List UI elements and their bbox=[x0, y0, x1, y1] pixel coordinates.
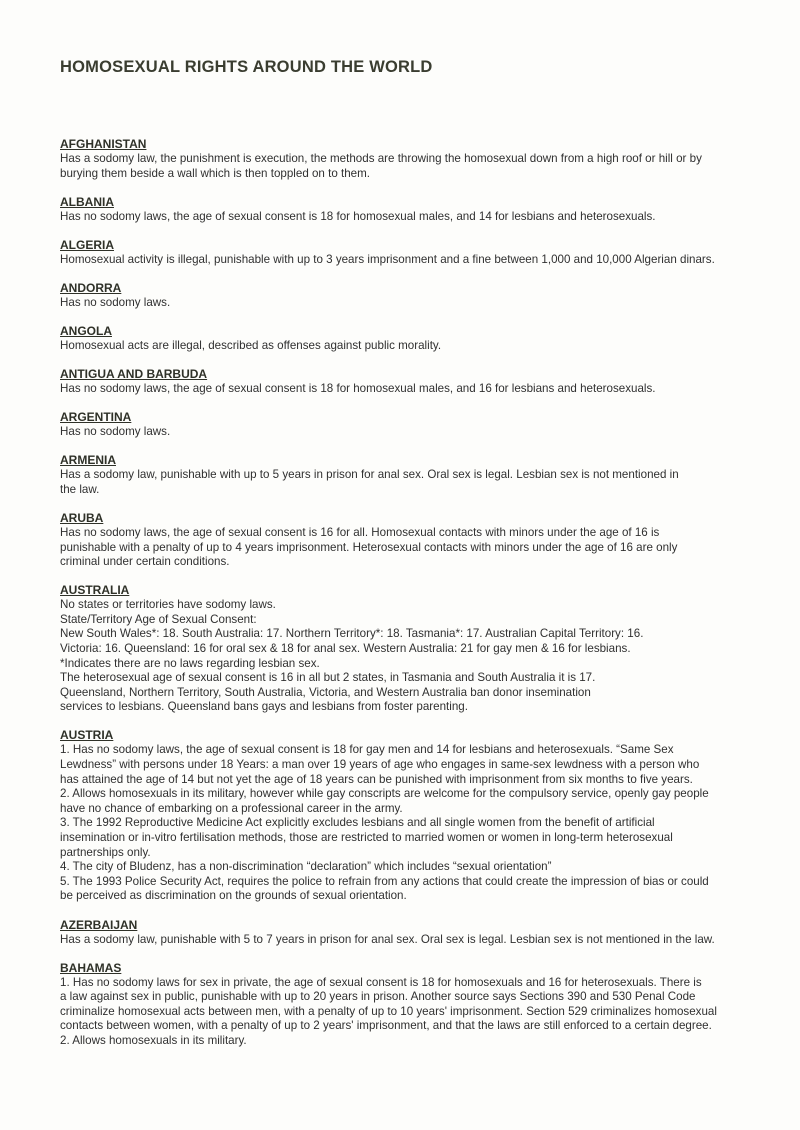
country-heading: ALBANIA bbox=[60, 194, 114, 209]
entry-text-line: Has no sodomy laws. bbox=[60, 425, 171, 439]
entry-text-line: *Indicates there are no laws regarding lesbian sex. bbox=[60, 656, 320, 670]
country-entry bbox=[60, 195, 750, 225]
country-entry bbox=[60, 137, 750, 181]
entry-text-line: Has a sodomy law, punishable with up to 5 years in prison for anal sex. Oral sex is legal. Lesbian sex is not mentioned in bbox=[60, 468, 679, 482]
entry-text-line: a law against sex in public, punishable with up to 20 years in prison. Another source says Sections 390 and 530 Penal Code bbox=[60, 990, 696, 1004]
country-heading: ANDORRA bbox=[60, 280, 122, 295]
entry-text-line: insemination or in-vitro fertilisation methods, those are restricted to married women or women in long-term heterosexual bbox=[60, 831, 673, 845]
country-entry bbox=[60, 324, 750, 354]
entry-text-line: No states or territories have sodomy laws. bbox=[60, 598, 276, 612]
entry-text-line: punishable with a penalty of up to 4 years imprisonment. Heterosexual contacts with minors under the age of 16 are only bbox=[60, 540, 678, 554]
entry-text-line: 1. Has no sodomy laws, the age of sexual consent is 18 for gay men and 14 for lesbians and heterosexuals. “Same Sex bbox=[60, 743, 674, 757]
entry-text-line: Has no sodomy laws, the age of sexual consent is 18 for homosexual males, and 16 for lesbians and heterosexuals. bbox=[60, 382, 656, 396]
country-entry bbox=[60, 453, 750, 497]
country-entry bbox=[60, 281, 750, 311]
country-heading: AFGHANISTAN bbox=[60, 137, 147, 151]
entry-text-line: 1. Has no sodomy laws for sex in private, the age of sexual consent is 18 for homosexuals and 16 for heterosexuals. There is bbox=[60, 975, 702, 989]
entry-text-line: 2. Allows homosexuals in its military. bbox=[60, 1033, 247, 1047]
country-entry bbox=[60, 583, 750, 715]
country-heading: AZERBAIJAN bbox=[60, 917, 138, 932]
country-entry bbox=[60, 961, 750, 1049]
entry-text-line: Homosexual acts are illegal, described as offenses against public morality. bbox=[60, 338, 442, 352]
entry-text-line: 4. The city of Bludenz, has a non-discrimination “declaration” which includes “sexual orientation” bbox=[60, 860, 552, 874]
country-heading: BAHAMAS bbox=[60, 960, 122, 975]
entry-text-line: has attained the age of 14 but not yet the age of 18 years can be punished with imprisonment from six months to five years. bbox=[60, 772, 693, 786]
entry-text-line: The heterosexual age of sexual consent is 16 in all but 2 states, in Tasmania and South Australia it is 17. bbox=[60, 671, 596, 685]
entry-text-line: Has no sodomy laws. bbox=[60, 295, 171, 309]
country-entries bbox=[60, 137, 750, 1062]
country-entry bbox=[60, 410, 750, 440]
entry-text-line: Victoria: 16. Queensland: 16 for oral sex & 18 for anal sex. Western Australia: 21 for gay men & 16 for lesbians. bbox=[60, 642, 631, 655]
entry-text-line: Has no sodomy laws, the age of sexual consent is 18 for homosexual males, and 14 for lesbians and heterosexuals. bbox=[60, 209, 656, 223]
entry-text-line: partnerships only. bbox=[60, 845, 151, 859]
country-heading: ANGOLA bbox=[60, 323, 112, 338]
entry-text-line: 5. The 1993 Police Security Act, requires the police to refrain from any actions that could create the impression of bias or could bbox=[60, 874, 709, 888]
entry-text-line: burying them beside a wall which is then toppled on to them. bbox=[60, 166, 370, 180]
entry-text-line: the law. bbox=[60, 482, 100, 496]
country-heading: ARUBA bbox=[60, 510, 104, 525]
country-heading: ARGENTINA bbox=[60, 410, 132, 425]
country-entry bbox=[60, 511, 750, 570]
entry-text-line: criminal under certain conditions. bbox=[60, 555, 230, 569]
entry-text-line: 2. Allows homosexuals in its military, however while gay conscripts are welcome for the compulsory service, openly gay people bbox=[60, 787, 709, 801]
country-entry bbox=[60, 367, 750, 397]
country-heading: AUSTRALIA bbox=[60, 583, 130, 598]
entry-text-line: contacts between women, with a penalty of up to 2 years' imprisonment, and that the laws are still enforced to a certain degree. bbox=[60, 1019, 712, 1033]
entry-text-line: have no chance of embarking on a professional career in the army. bbox=[60, 801, 403, 815]
entry-text-line: be perceived as discrimination on the grounds of sexual orientation. bbox=[60, 889, 407, 903]
entry-text-line: State/Territory Age of Sexual Consent: bbox=[60, 612, 257, 626]
entry-text-line: Queensland, Northern Territory, South Australia, Victoria, and Western Australia ban donor insemination bbox=[60, 685, 591, 699]
country-heading: AUSTRIA bbox=[60, 728, 114, 743]
entry-text-line: Homosexual activity is illegal, punishable with up to 3 years imprisonment and a fine between 1,000 and 10,000 Algerian dinars. bbox=[60, 252, 715, 266]
country-entry bbox=[60, 918, 750, 948]
country-heading: ALGERIA bbox=[60, 237, 114, 252]
entry-text-line: Has a sodomy law, punishable with 5 to 7 years in prison for anal sex. Oral sex is legal. Lesbian sex is not mentioned in the law. bbox=[60, 932, 715, 946]
entry-text-line: services to lesbians. Queensland bans gays and lesbians from foster parenting. bbox=[60, 700, 468, 714]
entry-text-line: Lewdness” with persons under 18 Years: a man over 19 years of age who engages in same-sex lewdness with a person who bbox=[60, 758, 700, 772]
entry-text-line: 3. The 1992 Reproductive Medicine Act explicitly excludes lesbians and all single women from the benefit of artificial bbox=[60, 816, 655, 830]
entry-text-line: criminalize homosexual acts between men, with a penalty of up to 10 years' imprisonment. Section 529 criminalizes homosexual bbox=[60, 1004, 717, 1018]
country-entry bbox=[60, 728, 750, 904]
country-heading: ANTIGUA AND BARBUDA bbox=[60, 367, 208, 382]
entry-text-line: New South Wales*: 18. South Australia: 17. Northern Territory*: 18. Tasmania*: 17. Australian Capital Territory: 16. bbox=[60, 627, 644, 641]
entry-text-line: Has a sodomy law, the punishment is execution, the methods are throwing the homosexual down from a high roof or hill or by bbox=[60, 152, 702, 165]
country-heading: ARMENIA bbox=[60, 453, 116, 468]
entry-text-line: Has no sodomy laws, the age of sexual consent is 16 for all. Homosexual contacts with minors under the age of 16 is bbox=[60, 525, 660, 539]
page-title: HOMOSEXUAL RIGHTS AROUND THE WORLD bbox=[60, 58, 433, 76]
country-entry bbox=[60, 238, 750, 268]
